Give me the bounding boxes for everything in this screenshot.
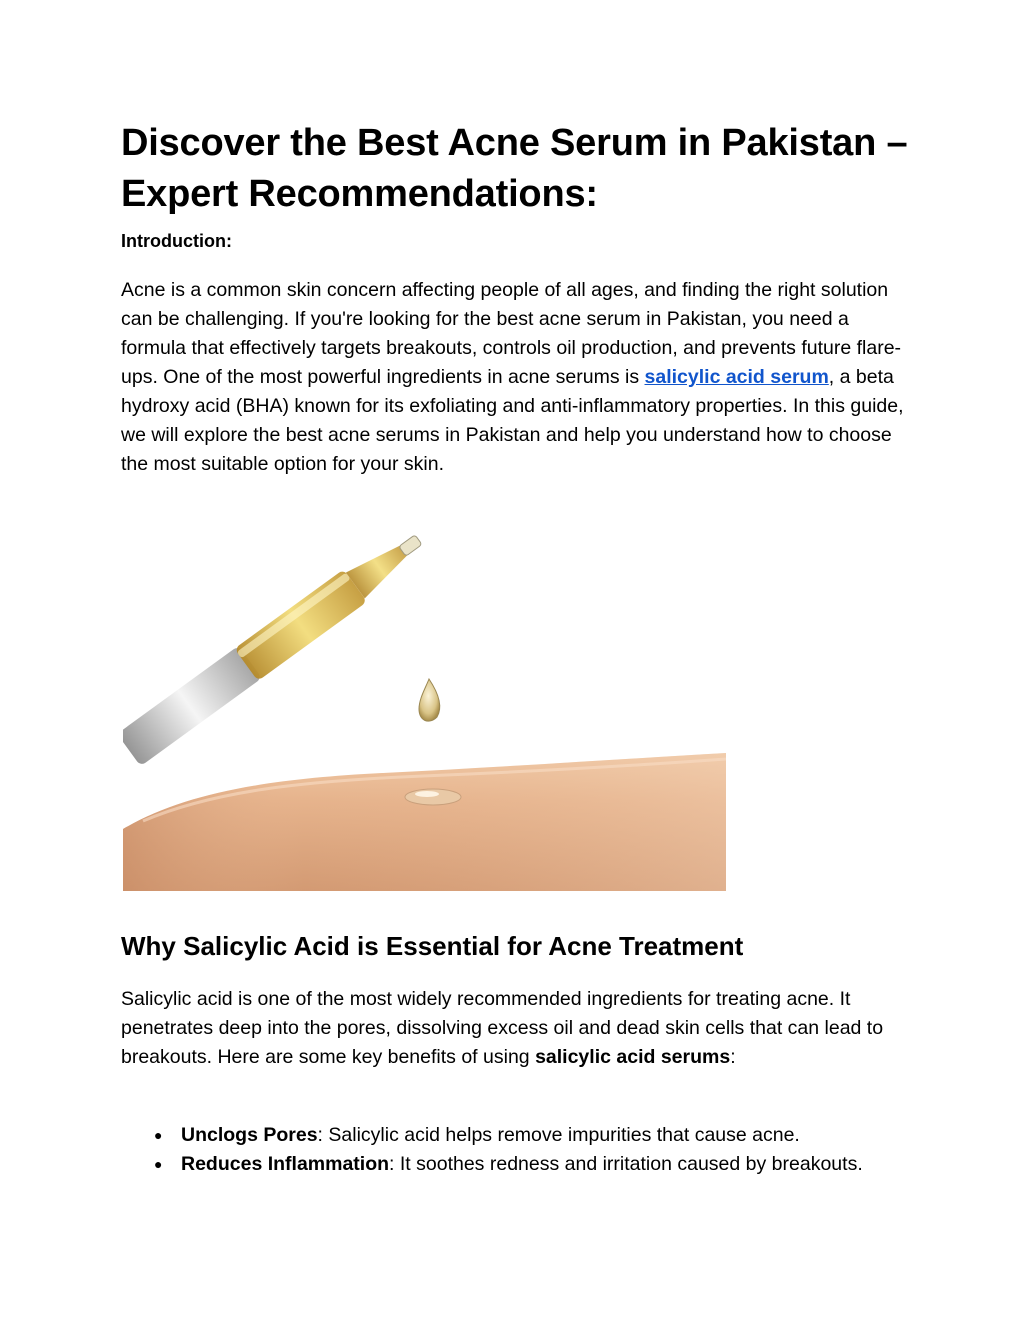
benefit-title: Reduces Inflammation [181, 1153, 390, 1175]
intro-text-after-link: , a beta hydroxy acid (BHA) known for its exfoliating and anti-inflammatory properties. In this guide, we will explore the best acne serums in Pakistan and help you understand how to choose the most suitable option for your skin. [121, 366, 904, 475]
introduction-label: Introduction: [121, 231, 232, 251]
section-heading: Why Salicylic Acid is Essential for Acne Treatment [121, 931, 744, 961]
section-paragraph [121, 985, 911, 1072]
list-item [121, 1121, 911, 1150]
section-bold-term: salicylic acid serums [535, 1046, 731, 1068]
section-text-before-bold: Salicylic acid is one of the most widely recommended ingredients for treating acne. It penetrates deep into the pores, dissolving excess oil and dead skin cells that can lead to breakouts. Here are some key benefits of using [121, 988, 884, 1068]
list-item [121, 1150, 911, 1179]
section-text-after-bold: : [730, 1046, 736, 1068]
serum-dropper-photo [123, 529, 726, 891]
benefit-title: Unclogs Pores [181, 1124, 318, 1146]
article-title: Discover the Best Acne Serum in Pakistan – Expert Recommendations: [121, 122, 908, 215]
salicylic-acid-serum-link[interactable]: salicylic acid serum [644, 366, 829, 388]
benefit-description: : Salicylic acid helps remove impurities that cause acne. [317, 1124, 800, 1146]
intro-paragraph [121, 276, 911, 479]
benefit-description: : It soothes redness and irritation caused by breakouts. [389, 1153, 863, 1175]
benefits-list [121, 1121, 911, 1179]
bullet-icon: ● [154, 1127, 163, 1143]
bullet-icon: ● [154, 1156, 163, 1172]
intro-text-before-link: Acne is a common skin concern affecting people of all ages, and finding the right solution can be challenging. If you're looking for the best acne serum in Pakistan, you need a formula that effectively targets breakouts, controls oil production, and prevents future flare-ups. One of the most powerful ingredients in acne serums is [121, 279, 902, 388]
